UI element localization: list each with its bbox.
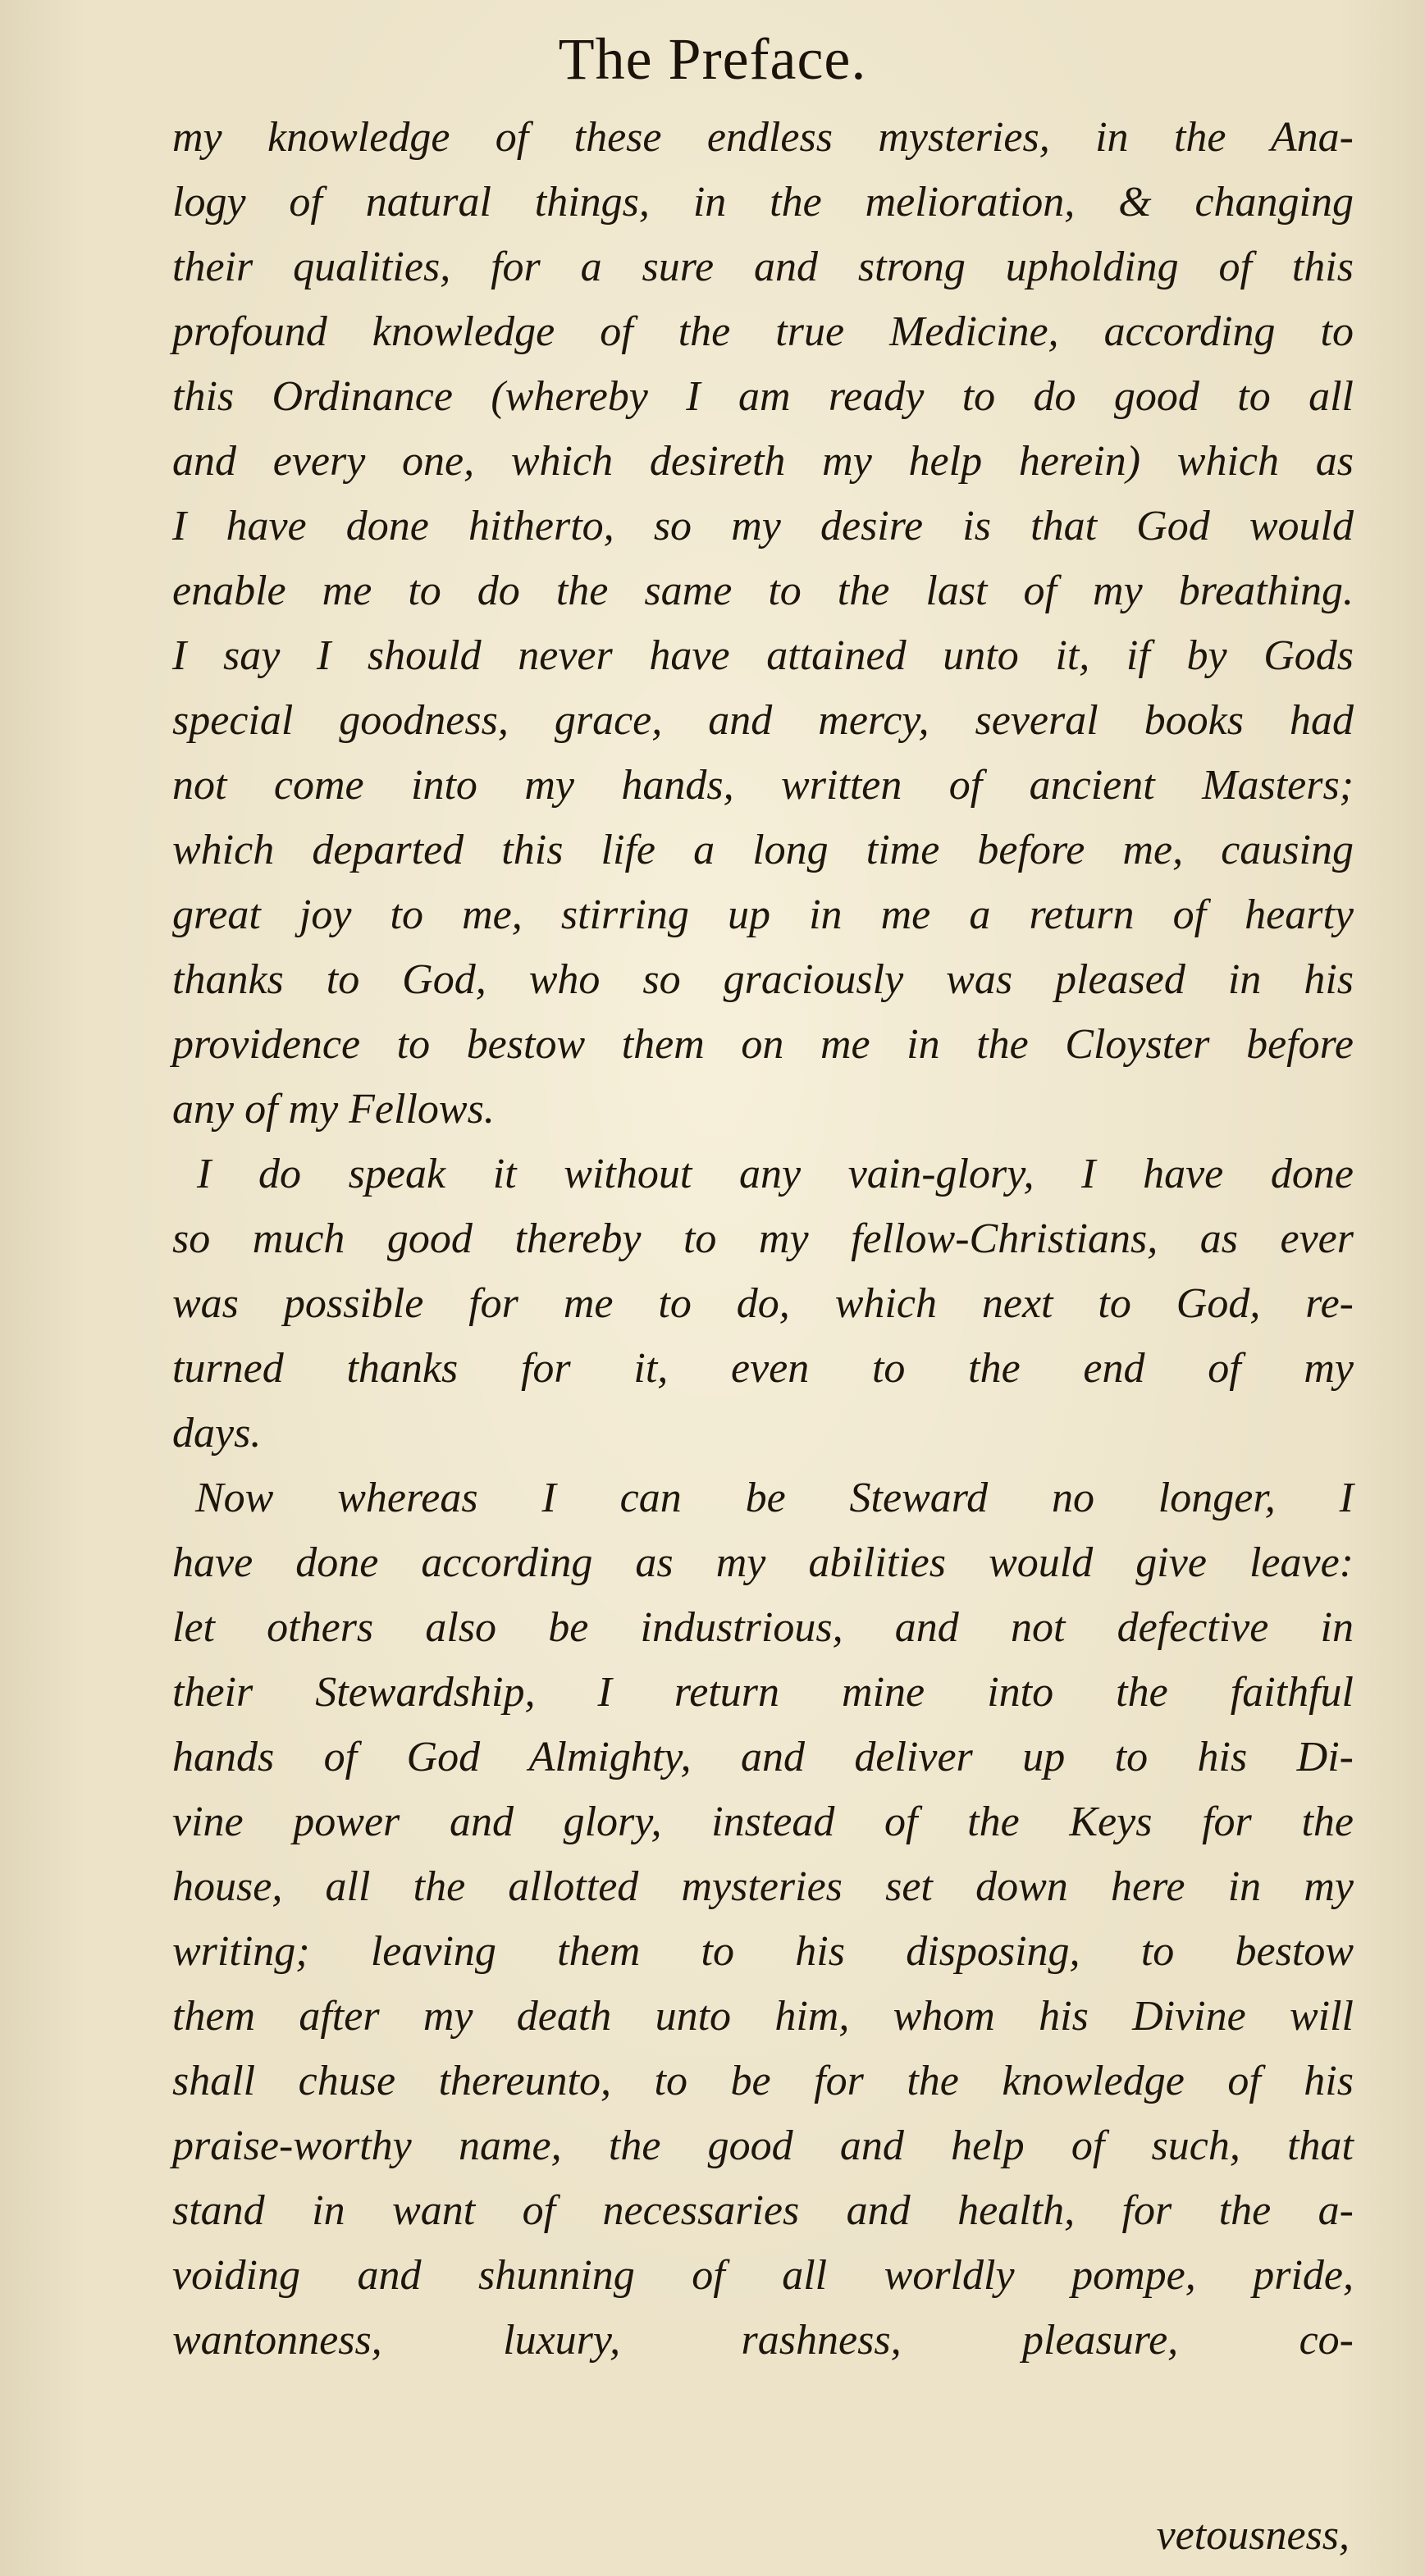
text-line: wantonness, luxury, rashness, pleasure, co- [172, 2317, 1354, 2364]
text-line: which departed this life a long time before me, causing [172, 827, 1354, 873]
paragraph-2 [172, 1142, 1354, 1466]
text-line: any of my Fellows. [172, 1086, 495, 1133]
text-line: thanks to God, who so graciously was pleased in his [172, 956, 1354, 1003]
text-line: vine power and glory, instead of the Keys for the [172, 1799, 1354, 1845]
text-line: I say I should never have attained unto it, if by Gods [172, 632, 1354, 679]
text-line: great joy to me, stirring up in me a return of hearty [172, 891, 1354, 938]
text-line: so much good thereby to my fellow-Christians, as ever [172, 1215, 1354, 1262]
text-line: I do speak it without any vain-glory, I have done [197, 1151, 1354, 1197]
text-line: writing; leaving them to his disposing, to bestow [172, 1928, 1354, 1975]
text-line: hands of God Almighty, and deliver up to his Di- [172, 1734, 1354, 1780]
text-line: praise-worthy name, the good and help of such, that [172, 2122, 1354, 2169]
text-line: this Ordinance (whereby I am ready to do good to all [172, 373, 1354, 420]
text-line: enable me to do the same to the last of my breathing. [172, 568, 1354, 614]
text-line: shall chuse thereunto, to be for the knowledge of his [172, 2058, 1354, 2104]
text-line: Now whereas I can be Steward no longer, I [195, 1475, 1354, 1521]
paragraph-1 [172, 105, 1354, 1142]
text-line: their qualities, for a sure and strong upholding of this [172, 244, 1354, 290]
text-line: house, all the allotted mysteries set down here in my [172, 1863, 1354, 1910]
running-head: The Preface. [558, 26, 867, 92]
text-line: voiding and shunning of all worldly pompe, pride, [172, 2252, 1354, 2299]
text-line: providence to bestow them on me in the Cloyster before [172, 1021, 1354, 1068]
text-line: profound knowledge of the true Medicine, according to [172, 308, 1354, 355]
catchword: vetousness, [1156, 2512, 1350, 2559]
text-line: my knowledge of these endless mysteries, in the Ana- [172, 114, 1354, 161]
text-line: not come into my hands, written of ancient Masters; [172, 762, 1354, 809]
text-line: was possible for me to do, which next to God, re- [172, 1280, 1354, 1327]
text-line: days. [172, 1410, 262, 1457]
paragraph-3 [172, 1466, 1354, 2373]
text-line: logy of natural things, in the melioration, & changing [172, 179, 1354, 226]
text-line: and every one, which desireth my help herein) which as [172, 438, 1354, 485]
text-line: let others also be industrious, and not defective in [172, 1604, 1354, 1651]
text-line: them after my death unto him, whom his Divine will [172, 1993, 1354, 2040]
text-line: their Stewardship, I return mine into the faithful [172, 1669, 1354, 1716]
text-line: stand in want of necessaries and health, for the a- [172, 2187, 1354, 2234]
text-line: have done according as my abilities would give leave: [172, 1539, 1354, 1586]
body-text [172, 105, 1354, 2373]
text-line: special goodness, grace, and mercy, several books had [172, 697, 1354, 744]
text-line: turned thanks for it, even to the end of my [172, 1345, 1354, 1392]
text-line: I have done hitherto, so my desire is that God would [172, 503, 1354, 549]
